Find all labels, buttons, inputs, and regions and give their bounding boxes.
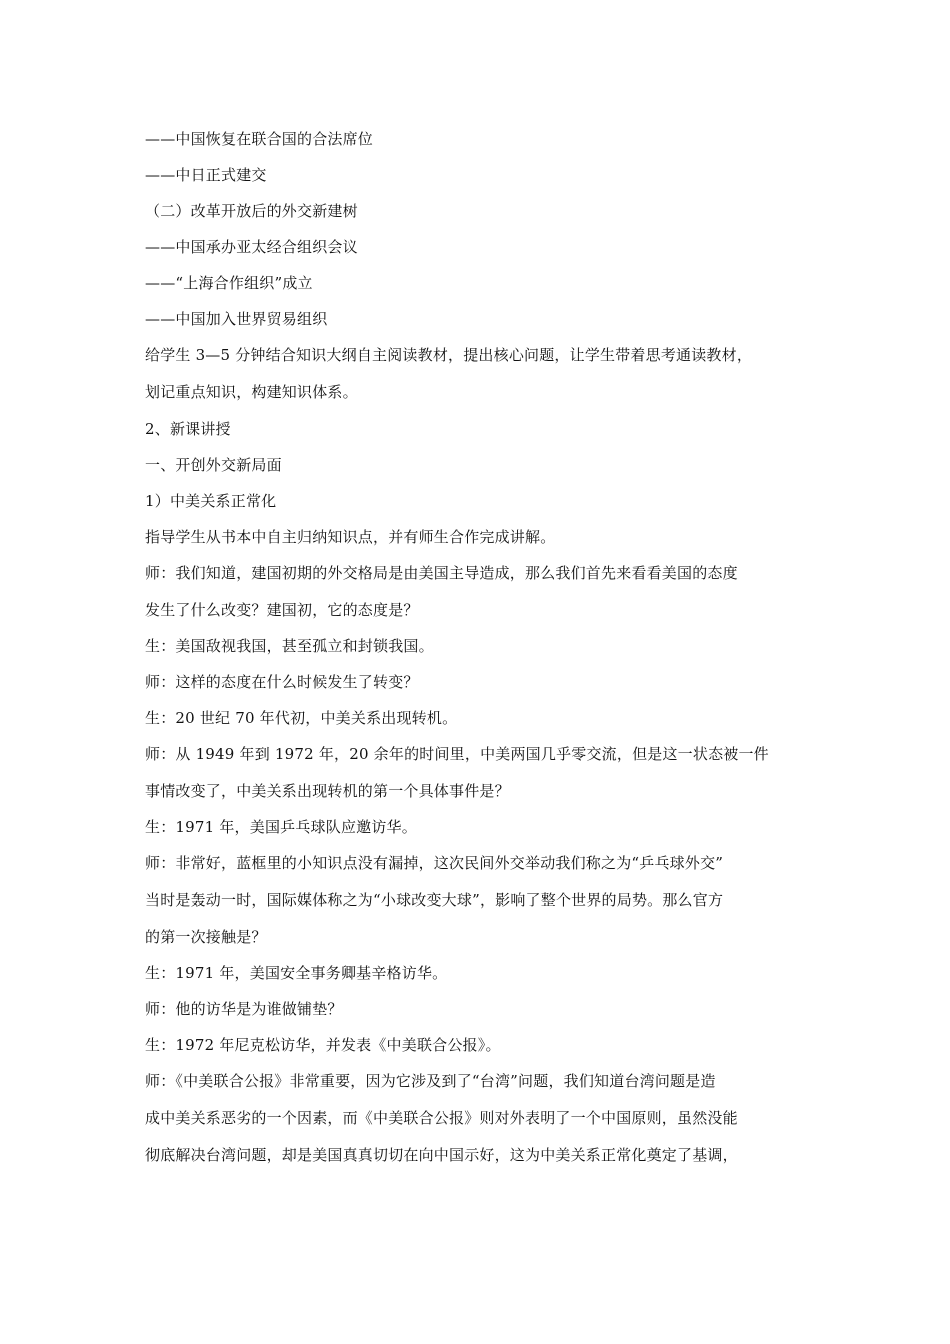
text-line: ——中国加入世界贸易组织: [145, 310, 328, 328]
text-line: ——中国承办亚太经合组织会议: [145, 238, 358, 256]
paragraph-line: 给学生 3—5 分钟结合知识大纲自主阅读教材，提出核心问题，让学生带着思考通读教材，: [145, 346, 753, 364]
section-heading: 1）中美关系正常化: [145, 492, 277, 510]
text-line: ——中国恢复在联合国的合法席位: [145, 130, 374, 148]
dialogue-student: 生：20 世纪 70 年代初，中美关系出现转机。: [145, 709, 458, 727]
text-line: ——“上海合作组织”成立: [145, 274, 313, 292]
dialogue-student: 生：1971 年，美国乒乓球队应邀访华。: [145, 818, 417, 836]
section-heading: 一、开创外交新局面: [145, 456, 282, 474]
dialogue-teacher: 当时是轰动一时，国际媒体称之为“小球改变大球”，影响了整个世界的局势。那么官方: [145, 891, 724, 909]
dialogue-teacher: 的第一次接触是？: [145, 928, 267, 946]
dialogue-teacher: 师：从 1949 年到 1972 年，20 余年的时间里，中美两国几乎零交流，但是这一状态被一件: [145, 745, 769, 763]
dialogue-teacher: 师：非常好，蓝框里的小知识点没有漏掉，这次民间外交举动我们称之为“乒乓球外交”: [145, 854, 724, 872]
section-heading: （二）改革开放后的外交新建树: [145, 202, 358, 220]
dialogue-teacher: 发生了什么改变？建国初，它的态度是？: [145, 601, 419, 619]
dialogue-teacher: 师：这样的态度在什么时候发生了转变？: [145, 673, 419, 691]
paragraph-line: 划记重点知识，构建知识体系。: [145, 383, 358, 401]
dialogue-student: 生：1971 年，美国安全事务卿基辛格访华。: [145, 964, 448, 982]
dialogue-teacher: 师：《中美联合公报》非常重要，因为它涉及到了“台湾”问题，我们知道台湾问题是造: [145, 1072, 716, 1090]
text-line: ——中日正式建交: [145, 166, 267, 184]
dialogue-teacher: 师：他的访华是为谁做铺垫？: [145, 1000, 343, 1018]
dialogue-teacher: 成中美关系恶劣的一个因素，而《中美联合公报》则对外表明了一个中国原则，虽然没能: [145, 1109, 738, 1127]
dialogue-teacher: 事情改变了，中美关系出现转机的第一个具体事件是？: [145, 782, 510, 800]
document-body: [145, 121, 810, 1174]
dialogue-teacher: 彻底解决台湾问题，却是美国真真切切在向中国示好，这为中美关系正常化奠定了基调，: [145, 1146, 738, 1164]
paragraph-line: 指导学生从书本中自主归纳知识点，并有师生合作完成讲解。: [145, 528, 556, 546]
dialogue-student: 生：美国敌视我国，甚至孤立和封锁我国。: [145, 637, 434, 655]
section-heading: 2、新课讲授: [145, 420, 231, 438]
dialogue-teacher: 师：我们知道，建国初期的外交格局是由美国主导造成，那么我们首先来看看美国的态度: [145, 564, 738, 582]
dialogue-student: 生：1972 年尼克松访华，并发表《中美联合公报》。: [145, 1036, 501, 1054]
